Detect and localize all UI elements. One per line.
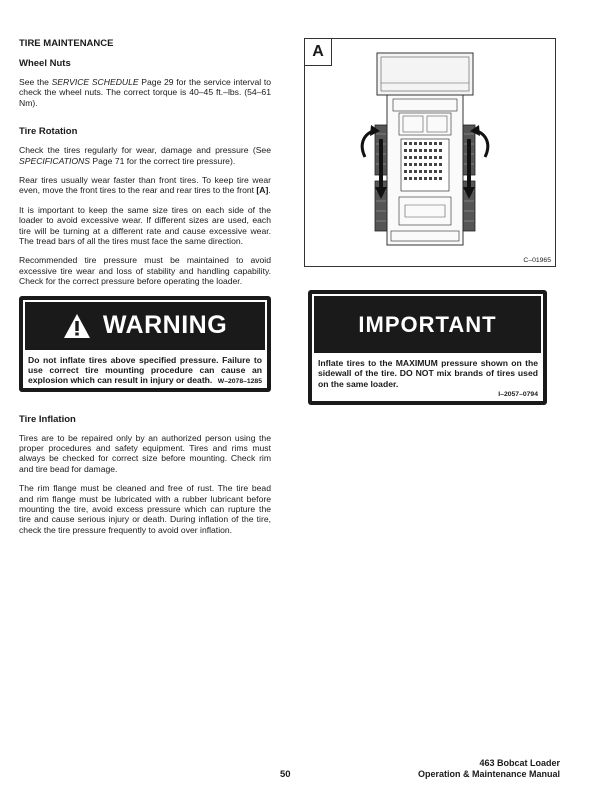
- figure-reference: [A]: [256, 185, 269, 196]
- figure-a: [304, 38, 556, 267]
- important-header: [312, 294, 543, 353]
- figure-code: C–01965: [523, 257, 551, 264]
- tire-inflation-paragraph-2: The rim flange must be cleaned and free of rust. The tire bead and rim flange must be lubricated with a rubber lubricant before mounting the tire, avoid excess pressure which can rupture the tire and cause serious injury or death. During inflation of the tire, check the tire pressure frequently to avoid over inflation.: [19, 483, 271, 535]
- section-title: TIRE MAINTENANCE: [19, 38, 114, 49]
- tire-inflation-heading: Tire Inflation: [19, 413, 76, 425]
- wheel-nuts-paragraph: See the SERVICE SCHEDULE Page 29 for the service interval to check the wheel nuts. The correct torque is 40–45 ft.–lbs. (54–61 Nm).: [19, 77, 271, 108]
- warning-triangle-icon: [63, 313, 91, 339]
- warning-code: W–2078–1285: [217, 377, 262, 385]
- warning-body: [23, 350, 267, 388]
- tire-rotation-paragraph-1: Check the tires regularly for wear, damage and pressure (See SPECIFICATIONS Page 71 for the correct tire pressure).: [19, 145, 271, 166]
- figure-label: A: [305, 39, 332, 66]
- page-number: 50: [280, 769, 291, 780]
- tire-rotation-paragraph-2: Rear tires usually wear faster than front tires. To keep tire wear even, move the front tires to the rear and rear tires to the front [A].: [19, 175, 271, 196]
- warning-box: [19, 296, 271, 392]
- warning-heading: WARNING: [102, 311, 228, 340]
- footer-title: [418, 758, 560, 780]
- footer-manual: Operation & Maintenance Manual: [417, 769, 560, 779]
- important-body: [312, 353, 543, 401]
- left-column: [19, 38, 271, 544]
- important-box: [308, 290, 547, 405]
- tire-rotation-paragraph-3: It is important to keep the same size tires on each side of the loader to avoid excessive wear. If different sizes are used, each tire will be turning at a different rate and cause excessive wear. The tread bars of all the tires must face the same direction.: [19, 204, 271, 247]
- tire-rotation-heading: Tire Rotation: [19, 126, 78, 138]
- important-heading: IMPORTANT: [358, 311, 497, 337]
- specifications-ref: SPECIFICATIONS: [19, 155, 90, 166]
- footer-model: 463 Bobcat Loader: [479, 758, 560, 768]
- tire-inflation-paragraph-1: Tires are to be repaired only by an authorized person using the proper procedures and safety equipment. Tires and rims must always be checked for correct size before mounting. Check rim and tire bead for damage.: [19, 432, 271, 474]
- loader-top-view-illustration: [305, 39, 555, 266]
- warning-text: Do not inflate tires above specified pressure. Failure to use correct tire mounting procedure can cause an explosion which can result in injury or death.: [28, 354, 262, 386]
- important-text: Inflate tires to the MAXIMUM pressure shown on the sidewall of the tire. DO NOT mix brands of tires used on the same loader.: [318, 358, 538, 389]
- service-schedule-ref: SERVICE SCHEDULE: [51, 77, 139, 87]
- important-code: I–2057–0794: [498, 390, 538, 398]
- wheel-nuts-heading: Wheel Nuts: [19, 58, 71, 69]
- tire-rotation-paragraph-4: Recommended tire pressure must be maintained to avoid excessive tire wear and loss of stability and handling capability. Check for the correct pressure before operating the loader.: [19, 255, 271, 287]
- warning-header: [23, 300, 267, 350]
